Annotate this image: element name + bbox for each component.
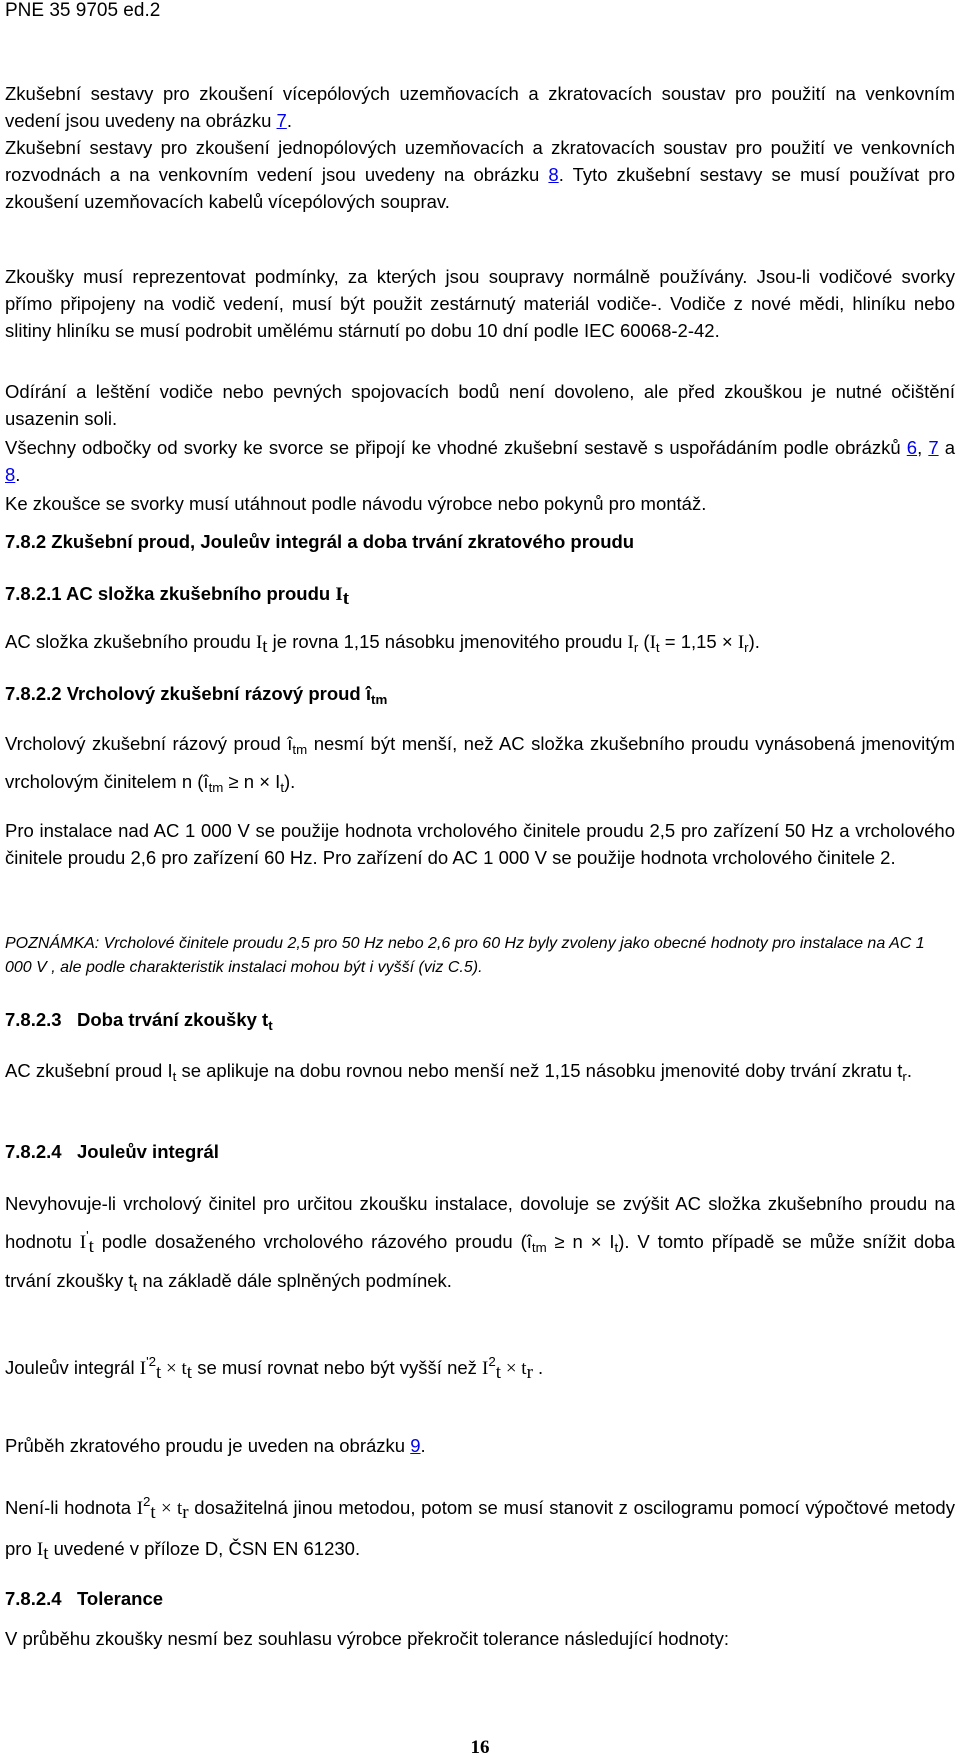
paragraph-tolerance-intro: V průběhu zkoušky nesmí bez souhlasu výrobce překročit tolerance následující hodnoty: bbox=[5, 1628, 729, 1649]
section-heading-7-8-2-3: 7.8.2.3 Doba trvání zkoušky $t_t$ bbox=[5, 1009, 273, 1033]
paragraph-clamp-tightening: Ke zkoušce se svorky musí utáhnout podle návodu výrobce nebo pokynů pro montáž. bbox=[5, 493, 707, 514]
section-heading-7-8-2-2: 7.8.2.2 Vrcholový zkušební rázový proud $î_{tm}$ bbox=[5, 683, 388, 707]
paragraph-joule-integral-condition: Jouleův integrál $I^{'2}_t \times t_t$ se musí rovnat nebo být vyšší než $I^2_t \times t_r$ . bbox=[5, 1354, 544, 1383]
page-number: 16 bbox=[470, 1737, 490, 1758]
paragraph-test-conditions: Zkoušky musí reprezentovat podmínky, za kterých jsou soupravy normálně používány. Jsou-li vodičové svorky přímo připojeny na vodič vedení, musí být použit zestárnutý materiál vodiče-. Vodiče z nové mědi, hliníku nebo slitiny hliníku se musí podrobit umělému stárnutí po dobu 10 dní podle IEC 60068-2-42. bbox=[5, 266, 955, 341]
section-heading-7-8-2-4-tolerance: 7.8.2.4 Tolerance bbox=[5, 1588, 164, 1609]
paragraph-oscillogram-method: Není-li hodnota $I^2_t \times t_r$ dosažitelná jinou metodou, potom se musí stanovit z oscilogramu pomocí výpočtové metody pro $I_t$ uvedené v příloze D, ČSN EN 61230. bbox=[5, 1494, 955, 1564]
figure-7-link[interactable]: 7 bbox=[276, 110, 287, 131]
document-header: PNE 35 9705 ed.2 bbox=[5, 0, 161, 21]
section-heading-7-8-2: 7.8.2 Zkušební proud, Jouleův integrál a doba trvání zkratového proudu bbox=[5, 531, 635, 552]
paragraph-single-pole-test-setups: Zkušební sestavy pro zkoušení jednopólových uzemňovacích a zkratovacích soustav pro použití ve venkovních rozvodnách a na venkovním vedení jsou uvedeny na obrázku 8. Tyto zkušební sestavy se musí používat pro zkoušení uzemňovacích kabelů vícepólových souprav. bbox=[5, 137, 956, 212]
paragraph-conductor-cleaning: Odírání a leštění vodiče nebo pevných spojovacích bodů není dovoleno, ale před zkouškou je nutné očištění usazenin soli. bbox=[5, 381, 955, 429]
paragraph-multipole-test-setups: Zkušební sestavy pro zkoušení vícepólových uzemňovacích a zkratovacích soustav pro použití na venkovním vedení jsou uvedeny na obrázku 7. bbox=[5, 83, 955, 131]
paragraph-short-circuit-waveform: Průběh zkratového proudu je uveden na obrázku 9. bbox=[5, 1435, 426, 1456]
paragraph-peak-surge-current: Vrcholový zkušební rázový proud $î_{tm}$ nesmí být menší, než AC složka zkušebního proudu vynásobená jmenovitým vrcholovým činitelem n $(î_{tm} \ge n \times I_t)$. bbox=[5, 733, 955, 795]
figure-9-link[interactable]: 9 bbox=[410, 1435, 421, 1456]
paragraph-branch-connections: Všechny odbočky od svorky ke svorce se připojí ke vhodné zkušební sestavě s uspořádáním podle obrázků 6, 7 a 8. bbox=[5, 437, 955, 485]
section-heading-7-8-2-4-joule: 7.8.2.4 Jouleův integrál bbox=[5, 1141, 219, 1162]
figure-7-link[interactable]: 7 bbox=[928, 437, 939, 458]
paragraph-ac-component: AC složka zkušebního proudu $I_t$ je rovna 1,15 násobku jmenovitého proudu $I_r$ $(I_t = 1,15 \times I_r)$. bbox=[5, 631, 760, 657]
figure-6-link[interactable]: 6 bbox=[906, 437, 918, 458]
section-heading-7-8-2-1: 7.8.2.1 AC složka zkušebního proudu $I_t$ bbox=[5, 583, 350, 609]
paragraph-peak-factor-values: Pro instalace nad AC 1 000 V se použije hodnota vrcholového činitele proudu 2,5 pro zařízení 50 Hz a vrcholového činitele proudu 2,6 pro zařízení 60 Hz. Pro zařízení do AC 1 000 V se použije hodnota vrcholového činitele 2. bbox=[5, 820, 955, 868]
figure-8-link[interactable]: 8 bbox=[548, 164, 559, 185]
note-peak-factors: POZNÁMKA: Vrcholové činitele proudu 2,5 pro 50 Hz nebo 2,6 pro 60 Hz byly zvoleny jako obecné hodnoty pro instalace na AC 1 000 V , ale podle charakteristik instalaci mohou být i vyšší (viz C.5). bbox=[5, 935, 925, 976]
figure-8-link[interactable]: 8 bbox=[5, 464, 16, 485]
paragraph-joule-adjustment: Nevyhovuje-li vrcholový činitel pro určitou zkoušku instalace, dovoluje se zvýšit AC složka zkušebního proudu na hodnotu $I'_t$ podle dosaženého vrcholového rázového proudu $(î_{tm} \ge n \times I_t)$. V tomto případě se může snížit doba trvání zkoušky $t_t$ na základě dále splněných podmínek. bbox=[5, 1193, 955, 1294]
paragraph-test-duration: AC zkušební proud $I_t$ se aplikuje na dobu rovnou nebo menší než 1,15 násobku jmenovité doby trvání zkratu $t_r$. bbox=[5, 1060, 912, 1084]
